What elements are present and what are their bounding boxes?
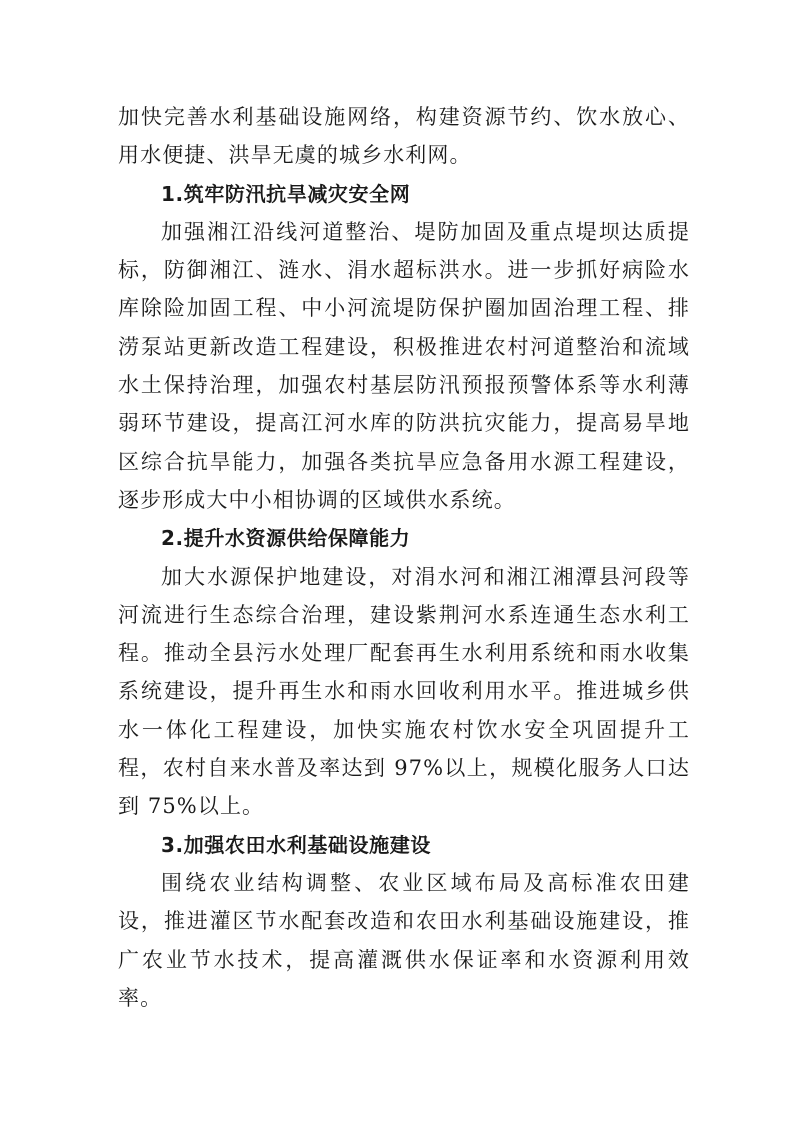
section-body-flood-control: 加强湘江沿线河道整治、堤防加固及重点堤坝达质提标，防御湘江、涟水、涓水超标洪水。进一步抓好病险水库除险加固工程、中小河流堤防保护圈加固治理工程、排涝泵站更新改造工程建设，积极推进农村河道整治和流域水土保持治理，加强农村基层防汛预报预警体系等水利薄弱环节建设，提高江河水库的防洪抗灾能力，提高易旱地区综合抗旱能力，加强各类抗旱应急备用水源工程建设，逐步形成大中小相协调的区域供水系统。 bbox=[118, 219, 690, 512]
section-heading-flood-control: 1.筑牢防汛抗旱减灾安全网 bbox=[161, 181, 411, 206]
section-body-farmland-irrigation: 围绕农业结构调整、农业区域布局及高标准农田建设，推进灌区节水配套改造和农田水利基础设施建设，推广农业节水技术，提高灌溉供水保证率和水资源利用效率。 bbox=[118, 870, 690, 1010]
section-body-water-supply: 加大水源保护地建设，对涓水河和湘江湘潭县河段等河流进行生态综合治理，建设紫荆河水系连通生态水利工程。推动全县污水处理厂配套再生水利用系统和雨水收集系统建设，提升再生水和雨水回收利用水平。推进城乡供水一体化工程建设，加快实施农村饮水安全巩固提升工程，农村自来水普及率达到 97%以上，规模化服务人口达到 75%以上。 bbox=[118, 564, 690, 819]
section-heading-farmland-irrigation: 3.加强农田水利基础设施建设 bbox=[161, 832, 431, 857]
document-body bbox=[118, 98, 690, 1017]
intro-paragraph: 加快完善水利基础设施网络，构建资源节约、饮水放心、用水便捷、洪旱无虞的城乡水利网。 bbox=[118, 105, 690, 168]
section-heading-water-supply: 2.提升水资源供给保障能力 bbox=[161, 526, 411, 551]
